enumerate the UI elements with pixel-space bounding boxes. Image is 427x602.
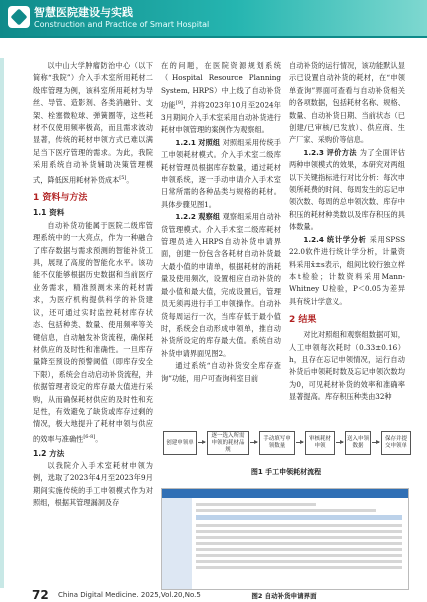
paragraph: 自动补货的运行情况，该功能默认显示已设置自动补货的耗材，在“申领单查询”界面可查看与自动补货相关的各项数据，包括耗材名称、规格、数量、自动补货日期、当前状态（已创建/已审核/已发放）、供应商、生产厂家、采购价等信息。 xyxy=(289,61,405,145)
screenshot-table-header xyxy=(196,515,402,520)
flow-step: 送入申领数据 xyxy=(345,431,371,455)
flow-step: 审核耗材申领 xyxy=(305,431,335,455)
flow-arrow xyxy=(336,442,343,443)
screenshot-row xyxy=(196,503,316,506)
paragraph: 以中山大学肿瘤防治中心（以下简称“我院”）介入手术室所用耗材二级库管理为例，该科室所用耗材为导丝、导管、造影剂、各类消融针、支架、栓塞微粒球、弹簧圈等，这些耗材不仅使用频率极高，而且需求波动显著，传统的耗材申领方式已难以满足当下医疗管理的需求。为此，我院采用系统自动补货辅助决策管理模式，降低医用耗材补货成本[5]。 xyxy=(33,61,153,185)
paragraph: 1.2.2 观察组 观察组采用自动补货管理模式。介入手术室二级库耗材管理员进入HRPS自动补货申请界面，创建一份包含各耗材自动补货最大最小值的申请单，根据耗材的消耗量及使用频次，设置相应自动补货的最小值和最大值，完成设置后，管理员无须再进行手工申领操作。自动补货每周运行一次，当库存低于最小值时，系统会自动形成申领单，推自动补货所设定的库存最大值。系统自动补货申请界面见图2。 xyxy=(161,212,281,358)
column-1 xyxy=(33,60,153,510)
flow-arrow xyxy=(296,442,303,443)
screenshot-row xyxy=(196,530,402,533)
screenshot-row xyxy=(196,536,402,539)
journal-citation: China Digital Medicine. 2025,Vol.20,No.5 xyxy=(58,591,201,599)
screenshot-row xyxy=(196,560,402,563)
header-divider xyxy=(0,36,427,38)
paragraph: 对比对照组和观察组数据可知，人工申领每次耗时（0.33±0.16）h，且存在忘记申领情况，运行自动补货后申领耗时数及忘记申领次数均为0，可见耗材补货的效率和准确率显著提高。库存积压种类由32种 xyxy=(289,330,405,402)
section-heading: 1 资料与方法 xyxy=(33,193,88,204)
paragraph: 通过系统“自动补货安全库存查询”功能，用户可查询科室目前 xyxy=(161,361,281,383)
screenshot-topbar xyxy=(162,489,408,498)
screenshot-row xyxy=(196,548,402,551)
column-3 xyxy=(289,60,405,404)
figure-2-screenshot xyxy=(161,488,409,590)
paragraph: 1.2.4 统计学分析 采用SPSS 22.0软件进行统计学分析，计量资料采用x̄±s表示，组间比较行独立样本t检验；计数资料采用Mann-Whitney U检验，P＜0.05为差异具有统计学意义。 xyxy=(289,234,405,306)
flow-step: 手动填写申领数量 xyxy=(259,431,295,455)
figure-2-caption: 图2 自动补货申请界面 xyxy=(251,592,317,600)
column-2 xyxy=(161,60,281,385)
screenshot-row xyxy=(196,524,402,527)
flow-step: 保存并提交申领单 xyxy=(381,431,411,455)
section-heading: 2 结果 xyxy=(289,315,317,326)
flow-arrow xyxy=(250,442,257,443)
screenshot-row xyxy=(196,542,402,545)
journal-logo-icon xyxy=(8,6,30,28)
subsection-heading: 1.2 方法 xyxy=(33,448,65,458)
left-margin-bar xyxy=(0,58,4,588)
paragraph: 1.2.3 评价方法 为了全面评估两种申领模式的效果，本研究对两组以下关键指标进行对比分析：每次申领所耗费的时间、每周发生的忘记申领次数、每周的总申领次数、库存中积压的耗材种类数以及库存积压的具体数量。 xyxy=(289,147,405,232)
paragraph: 自动补货功能属于医院二级库管理系统中的一大亮点，作为一种融合了库存数据与需求预测的智能补货工具，展现了高度的智能化水平。该功能不仅能够根据历史数据和当前医疗业务需求，精准预测未来的耗材需求，为医疗机构提供科学的补货建议，还可通过实时监控耗材库存状态、包括种类、数量、使用频率等关键信息，自动触发补货流程，确保耗材供应的及时性和准确性。一旦库存量降至预设的预警阈值（即库存安全下限），系统会自动启动补货流程，并依据管理者设定的库存最大值进行采购，从而确保耗材供应的及时性和充足性，有效避免了缺货或库存过剩的情况，极大地提升了耗材申领与供应的效率与准确性[6-8]。 xyxy=(33,220,153,444)
screenshot-sidebar xyxy=(162,498,192,589)
flow-arrow xyxy=(198,442,205,443)
screenshot-row xyxy=(196,554,402,557)
section-title-en: Construction and Practice of Smart Hospital xyxy=(34,20,210,29)
screenshot-row xyxy=(196,566,402,569)
paragraph: 1.2.1 对照组 对照组采用传统手工申领耗材模式。介入手术室二级库耗材管理员根据库存数量，通过耗材申领系统，逐一手动申请介入手术室日常所需的各种品类与规格的耗材。具体步骤见图1。 xyxy=(161,137,281,209)
page-number: 72 xyxy=(32,588,49,602)
section-title-cn: 智慧医院建设与实践 xyxy=(34,6,133,19)
flow-step: 创建申领单 xyxy=(163,431,197,455)
flow-step: 逐一选入所需申领的耗材品规 xyxy=(207,431,249,455)
figure-1-flowchart xyxy=(161,423,411,483)
figure-1-caption: 图1 手工申领耗材流程 xyxy=(250,468,322,476)
screenshot-row xyxy=(196,509,376,512)
page-footer xyxy=(0,588,427,602)
paragraph: 以我院介入手术室耗材申领为例，选取了2023年4月至2023年9月期间实施传统的手工申领模式作为对照组，根据其管理漏洞及存 xyxy=(33,460,153,508)
paragraph: 在的问题，在医院资源规划系统（Hospital Resource Planning System, HRPS）中上线了自动补货功能[9]，并将2023年10月至2024年3月期间介入手术室采用自动补货进行耗材申领管理的案例作为观察组。 xyxy=(161,61,281,135)
flow-arrow xyxy=(372,442,379,443)
subsection-heading: 1.1 资料 xyxy=(33,208,65,218)
